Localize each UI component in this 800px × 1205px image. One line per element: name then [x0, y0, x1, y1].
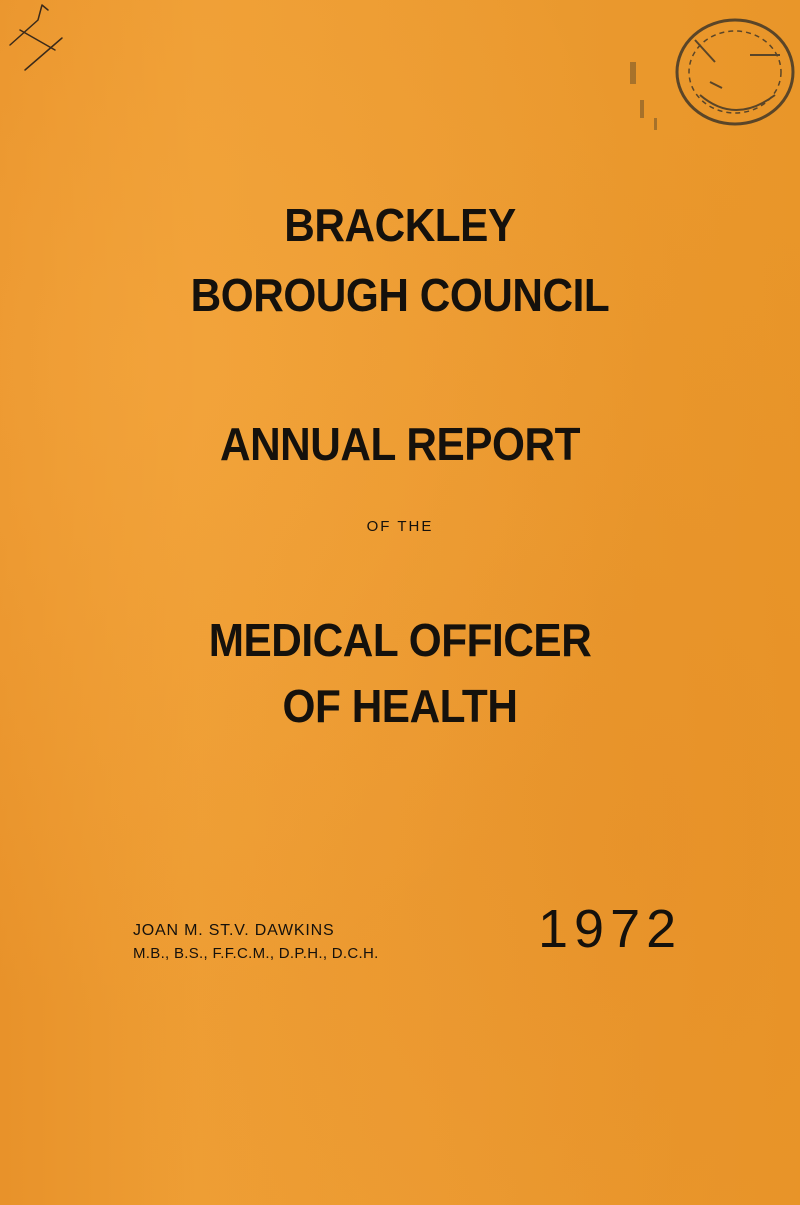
- author-name: JOAN M. ST.V. DAWKINS: [133, 922, 335, 939]
- library-stamp-icon: [610, 0, 800, 160]
- officer-title-line-2: OF HEALTH: [282, 680, 518, 732]
- council-name-line-2: BOROUGH COUNCIL: [190, 269, 610, 321]
- council-name-line-1: BRACKLEY: [284, 199, 516, 251]
- author-qualifications: M.B., B.S., F.F.C.M., D.P.H., D.C.H.: [133, 945, 379, 962]
- report-title: ANNUAL REPORT: [219, 418, 581, 470]
- report-year: 1972: [538, 899, 683, 959]
- handwritten-mark-icon: [0, 0, 80, 80]
- officer-title-line-1: MEDICAL OFFICER: [208, 614, 592, 666]
- report-connector: OF THE: [366, 518, 434, 535]
